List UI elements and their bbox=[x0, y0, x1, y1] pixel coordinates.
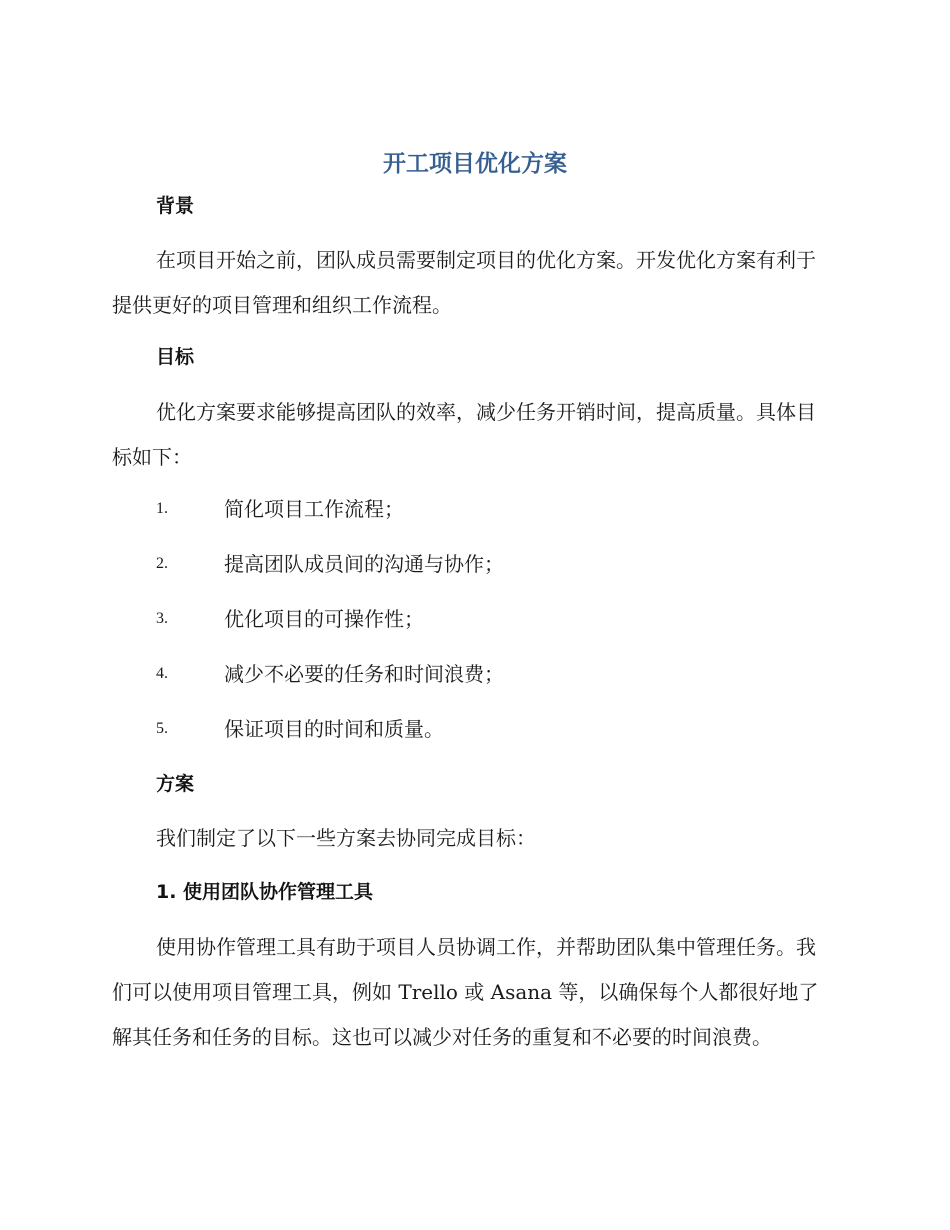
plan-paragraph: 使用协作管理工具有助于项目人员协调工作，并帮助团队集中管理任务。我们可以使用项目管理工具，例如 Trello 或 Asana 等，以确保每个人都很好地了解其任务和任务的目标。这也可以减少对任务的重复和不必要的时间浪费。 bbox=[112, 935, 819, 1049]
list-item bbox=[156, 549, 836, 579]
list-item-number: 3. bbox=[156, 610, 168, 627]
plan-intro: 我们制定了以下一些方案去协同完成目标： bbox=[156, 826, 536, 850]
list-item bbox=[156, 494, 836, 524]
plan-subheading: 1. 使用团队协作管理工具 bbox=[156, 881, 374, 903]
list-item bbox=[156, 604, 836, 634]
list-item-text: 减少不必要的任务和时间浪费； bbox=[224, 662, 504, 686]
document-title: 开工项目优化方案 bbox=[383, 151, 567, 177]
list-item-number: 2. bbox=[156, 555, 168, 572]
section-heading-goals: 目标 bbox=[156, 346, 195, 368]
goals-paragraph: 优化方案要求能够提高团队的效率，减少任务开销时间，提高质量。具体目标如下： bbox=[112, 400, 816, 469]
section-heading-background: 背景 bbox=[156, 195, 195, 217]
list-item-text: 简化项目工作流程； bbox=[224, 497, 404, 521]
list-item-text: 保证项目的时间和质量。 bbox=[224, 717, 444, 741]
list-item-number: 5. bbox=[156, 720, 168, 737]
section-heading-plan: 方案 bbox=[156, 773, 195, 795]
background-paragraph: 在项目开始之前，团队成员需要制定项目的优化方案。开发优化方案有利于提供更好的项目管理和组织工作流程。 bbox=[112, 248, 816, 317]
list-item-text: 优化项目的可操作性； bbox=[224, 607, 424, 631]
list-item-text: 提高团队成员间的沟通与协作； bbox=[224, 552, 504, 576]
list-item-number: 1. bbox=[156, 500, 168, 517]
list-item bbox=[156, 714, 836, 744]
list-item bbox=[156, 659, 836, 689]
list-item-number: 4. bbox=[156, 665, 168, 682]
